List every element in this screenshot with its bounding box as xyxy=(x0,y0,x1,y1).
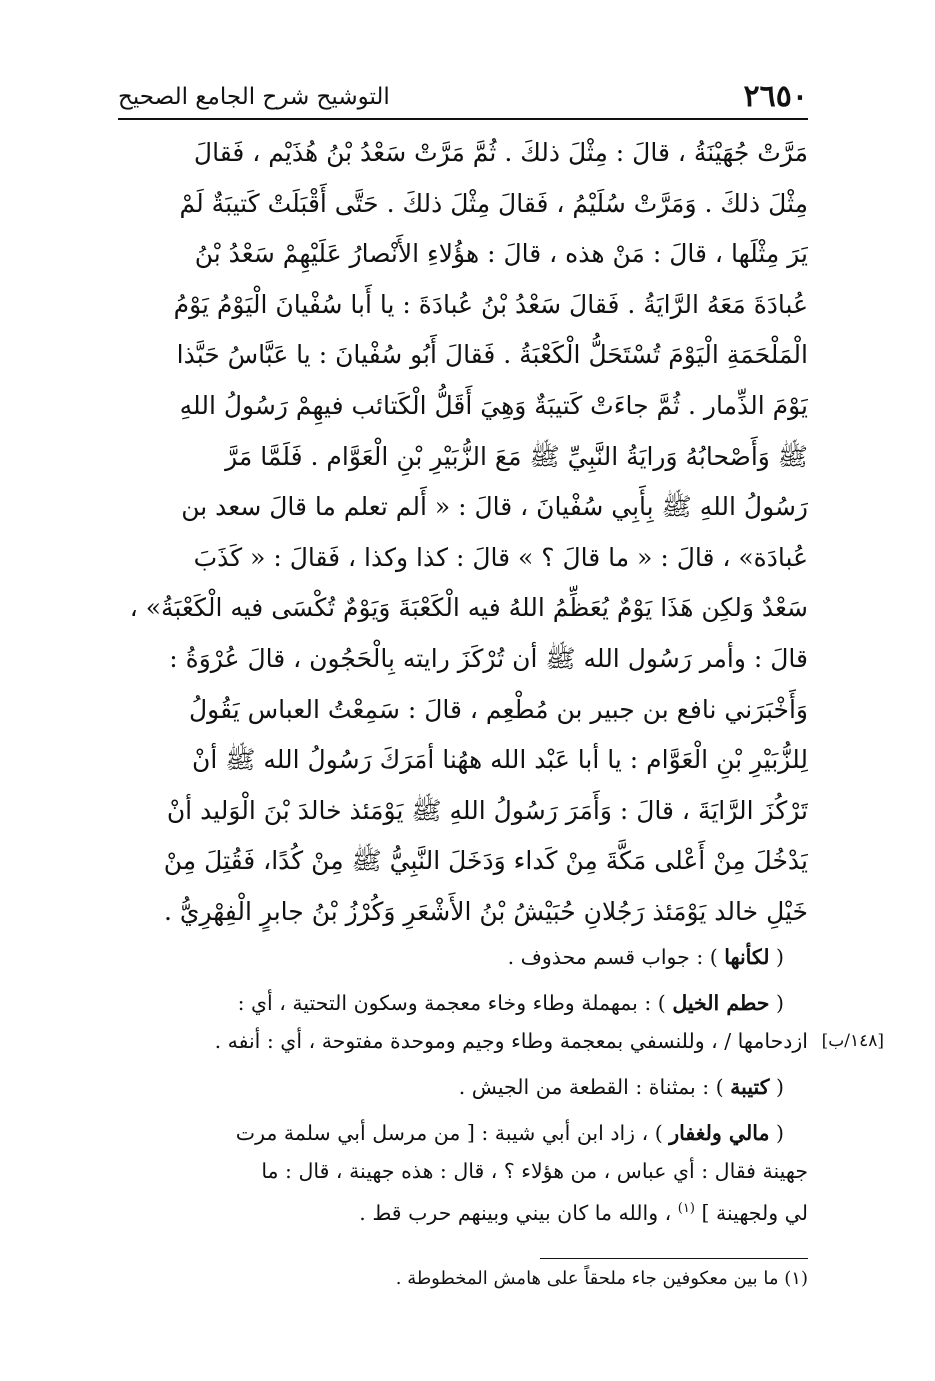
commentary-paragraph: ( حطم الخيل ) : بمهملة وطاء وخاء معجمة وسكون التحتية ، أي : ازدحامها / ، وللنسفي بمعجمة وطاء وجيم وموحدة مفتوحة ، أي : أنفه . [١٤٨/ب] xyxy=(118,984,808,1060)
text-line: رَسُولُ اللهِ ﷺ بِأَبِي سُفْيانَ ، قالَ : « أَلم تعلم ما قالَ سعد بن xyxy=(181,492,808,522)
text-line: وَأَخْبَرَني نافع بن جبير بن مُطْعِم ، قالَ : سَمِعْتُ العباس يَقُولُ xyxy=(189,694,808,724)
text-line: يَوْمَ الذِّمار . ثُمَّ جاءَتْ كَتيبَةٌ وَهِيَ أَقَلُّ الْكَتائب فيهِمْ رَسُولُ اللهِ xyxy=(179,390,808,420)
commentary-term: مالي ولغفار xyxy=(669,1121,770,1145)
marginal-folio-note: [١٤٨/ب] xyxy=(821,1031,884,1051)
text-line: عُبادَة» ، قالَ : « ما قالَ ؟ » قالَ : كذا وكذا ، فَقالَ : « كَذَبَ xyxy=(193,542,808,572)
text-line: يَدْخُلَ مِنْ أَعْلى مَكَّةَ مِنْ كَداء وَدَخَلَ النَّبِيُّ ﷺ مِنْ كُدًا، فَقُتِلَ مِنْ xyxy=(163,846,808,876)
text-line: خَيْلِ خالد يَوْمَئذ رَجُلانِ حُبَيْشُ بْنُ الأَشْعَرِ وَكُرْزُ بْنُ جابرٍ الْفِهْرِيُّ . xyxy=(164,896,808,926)
text-line: سَعْدٌ وَلكِن هَذَا يَوْمٌ يُعَظِّمُ اللهُ فيه الْكَعْبَةَ وَيَوْمٌ تُكْسَى فيه الْكَعْبَةُ» ، xyxy=(129,593,808,623)
text-line: تَرْكُزَ الرَّايَةَ ، قالَ : وَأَمَرَ رَسُولُ اللهِ ﷺ يَوْمَئذ خالدَ بْنَ الْوَليد أنْ xyxy=(166,795,808,825)
text-line: عُبادَةَ مَعَهُ الرَّايَةُ . فَقالَ سَعْدُ بْنُ عُبادَةَ : يا أَبا سُفْيانَ الْيَوْمُ يَوْمُ xyxy=(173,289,808,319)
footnote: (١) ما بين معكوفين جاء ملحقاً على هامش المخطوطة . xyxy=(395,1268,808,1289)
text-line: مَرَّتْ جُهَيْنَةُ ، قالَ : مِثْلَ ذلكَ . ثُمَّ مَرَّتْ سَعْدُ بْنُ هُذَيْم ، فَقالَ xyxy=(193,138,808,167)
hadith-text xyxy=(118,128,808,938)
commentary-term: كتيبة xyxy=(730,1075,770,1099)
text-line: ﷺ وَأَصْحابُهُ وَرايَةُ النَّبِيِّ ﷺ مَعَ الزُّبَيْرِ بْنِ الْعَوَّام . فَلَمَّا مَرَّ xyxy=(225,441,808,471)
footnote-reference: (١) xyxy=(677,1201,695,1216)
commentary-term: حطم الخيل xyxy=(672,991,770,1015)
page-number: ٢٦٥٠ xyxy=(743,79,808,114)
commentary-term: لكأنها xyxy=(724,945,770,969)
commentary-section xyxy=(118,938,884,1240)
commentary-paragraph: ( مالي ولغفار ) ، زاد ابن أبي شيبة : [ من مرسل أبي سلمة مرت جهينة فقال : أي عباس ، من هؤلاء ؟ ، قال : هذه جهينة ، قال : ما لي ولجهينة ] $^{(١)}$ ، والله ما كان بيني وبينهم حرب قط . xyxy=(235,1121,808,1225)
page-header xyxy=(118,78,808,120)
running-title: التوشيح شرح الجامع الصحيح xyxy=(118,84,390,110)
footnote-divider xyxy=(540,1258,808,1259)
commentary-paragraph: ( كتيبة ) : بمثناة : القطعة من الجيش . xyxy=(458,1075,784,1099)
text-line: قالَ : وأمر رَسُول الله ﷺ أن تُرْكَزَ رايته بِالْحَجُون ، قالَ عُرْوَةُ : xyxy=(169,643,808,673)
text-line: يَرَ مِثْلَها ، قالَ : مَنْ هذه ، قالَ : هؤُلاءِ الأَنْصارُ عَلَيْهِمْ سَعْدُ بْنُ xyxy=(194,239,808,269)
text-line: لِلزُّبَيْرِ بْنِ الْعَوَّام : يا أبا عَبْد الله ههُنا أمَرَكَ رَسُولُ الله ﷺ أنْ xyxy=(191,745,808,775)
text-line: الْمَلْحَمَةِ الْيَوْمَ تُسْتَحَلُّ الْكَعْبَةُ . فَقالَ أَبُو سُفْيانَ : يا عَبَّاسُ حَبَّذا xyxy=(176,340,808,370)
text-line: مِثْلَ ذلكَ . وَمَرَّتْ سُلَيْمُ ، فَقالَ مِثْلَ ذلكَ . حَتَّى أَقْبَلَتْ كَتيبَةٌ لَمْ xyxy=(179,188,808,218)
commentary-paragraph: ( لكأنها ) : جواب قسم محذوف . xyxy=(507,945,784,969)
